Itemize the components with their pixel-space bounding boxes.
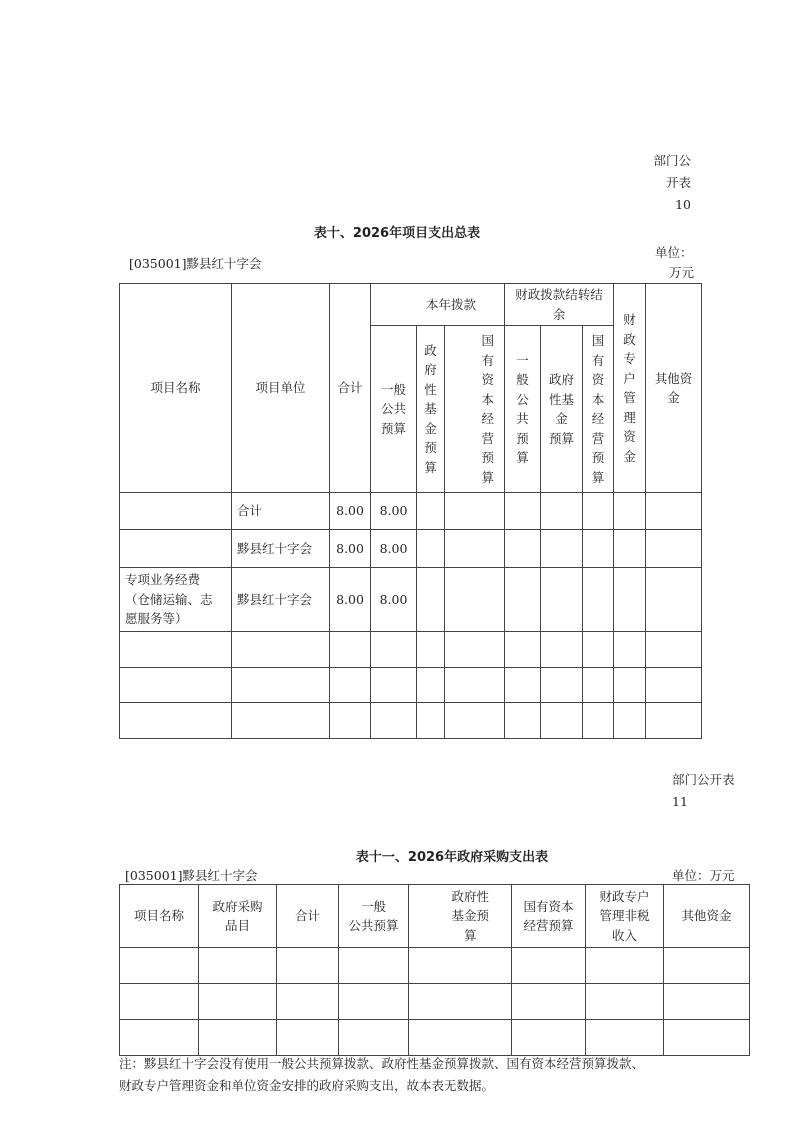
header-text-line: 公共预算 [348,918,399,933]
page-label-10 [620,150,691,216]
cell-unit: 黟县红十字会 [232,568,330,632]
table-row-empty [120,703,702,739]
header-text-line: 算 [481,469,495,485]
table-row-empty [120,632,702,668]
cell [505,530,541,568]
cell-name [120,493,232,530]
header-project-unit: 项目单位 [232,284,330,493]
cell [417,530,445,568]
header-special-account [586,885,664,948]
cell-cy-general: 8.00 [371,568,417,632]
header-text-line: 预 [481,450,495,465]
cell-cy-general: 8.00 [371,530,417,568]
table-row-empty [120,1020,750,1056]
header-text-line: 政府 [549,372,575,387]
header-text-line: 一 [516,352,529,368]
header-total: 合计 [330,284,371,493]
header-text-line: 金 [424,420,437,436]
table-row-empty [120,668,702,703]
header-text-line: 营 [481,430,495,446]
header-text-line: 般 [516,372,529,387]
table-row [120,568,702,632]
header-text: 余 [552,306,566,322]
header-text-line: 管理非税 [599,908,650,924]
header-cy-general [371,326,417,493]
header-text-line: 预 [516,430,529,446]
cell [646,568,702,632]
header-text-line: 经 [481,411,495,426]
cell-total: 8.00 [330,493,371,530]
header-text-line: 政府采购 [212,898,263,914]
header-text-line: 管 [623,390,636,405]
header-text-line: 其他资 [654,370,693,386]
cell [541,530,583,568]
header-gov-fund [409,885,512,948]
header-text-line: 有 [591,352,605,368]
header-text-line: 本 [591,391,605,407]
unit-label: 单位： [655,245,693,260]
header-text-line: 本 [481,391,495,407]
cell-unit: 黟县红十字会 [232,530,330,568]
header-text-line: 共 [516,411,529,426]
header-procurement-item [199,885,277,948]
header-text-line: 算 [591,469,605,485]
header-text-line: 资 [481,372,495,387]
header-other-funds: 其他资金 [664,885,750,948]
header-text-line: 收入 [611,927,637,943]
cell-name [120,568,232,632]
header-text-line: 资 [623,429,636,444]
header-text: 财政拨款结转结 [515,287,603,302]
header-text-line: 一般 [380,381,406,397]
header-text-line: 性基 [549,391,575,407]
header-current-year: 本年拨款 [371,284,505,326]
header-row [120,885,750,948]
header-text-line: 理 [623,409,636,425]
cell [505,568,541,632]
cell-total: 8.00 [330,530,371,568]
cell [614,568,646,632]
page-label-line: 部门公 [653,153,691,168]
cell-total: 8.00 [330,568,371,632]
cell [445,493,505,530]
cell [583,530,614,568]
header-general [339,885,409,948]
cell [445,530,505,568]
page-label-line: 部门公开表 [672,772,735,787]
page-label-line: 开表 [665,175,691,190]
table-row [120,493,702,530]
header-text-line: 财 [623,312,636,327]
note-line: 财政专户管理资金和单位资金安排的政府采购支出，故本表无数据。 [119,1078,495,1093]
cell [583,568,614,632]
table11-org: [035001]黟县红十字会 [125,868,258,883]
cell-text: 愿服务等） [125,611,188,627]
table11-title: 表十一、2026年政府采购支出表 [355,850,549,865]
cell-cy-general: 8.00 [371,493,417,530]
header-state-capital [512,885,586,948]
unit-value: 万元 [669,265,695,280]
header-text-line: 预 [591,450,605,465]
header-text-line: 基金预 [451,908,489,924]
header-text-line: 品目 [224,918,250,933]
cell-text: （仓储运输、志 [125,591,213,607]
cell [614,530,646,568]
header-text-line: 经 [591,411,605,426]
header-text-line: 府 [424,362,437,378]
cell [614,493,646,530]
cell [505,493,541,530]
cell-name [120,530,232,568]
table11-unit: 单位：万元 [672,868,735,883]
table10-org: [035001]黟县红十字会 [129,256,262,271]
cell [646,493,702,530]
header-cy-gov-fund [417,326,445,493]
table-row-empty [120,984,750,1020]
header-text-line: 性 [424,381,437,397]
header-text-line: 国有资本 [523,898,574,914]
table10-title: 表十、2026年项目支出总表 [313,226,481,241]
cell [445,568,505,632]
header-text-line: 算 [463,927,477,943]
cell-unit: 合计 [232,493,330,530]
header-co-gov-fund [541,326,583,493]
header-text-line: 政 [424,342,437,358]
header-text-line: 有 [481,352,495,368]
header-text-line: 专 [623,351,636,366]
table-row-empty [120,948,750,984]
header-row [120,284,702,326]
header-text-line: 营 [591,430,605,446]
cell [646,530,702,568]
header-text-line: 金 [667,390,680,405]
header-text-line: 国 [591,333,605,348]
header-text-line: 金 [555,411,568,426]
header-text-line: 国 [481,333,495,348]
table-row [120,530,702,568]
header-total: 合计 [277,885,339,948]
header-text-line: 金 [623,448,636,464]
header-text-line: 一般 [360,898,386,914]
header-text-line: 基 [424,401,437,417]
header-text-line: 预 [424,440,437,456]
cell [541,493,583,530]
cell-text: 专项业务经费 [125,572,201,588]
header-text-line: 算 [424,459,437,475]
cell [541,568,583,632]
header-text-line: 公 [516,391,529,407]
page-label-number: 11 [672,794,688,809]
header-project-name: 项目名称 [120,885,199,948]
cell [417,493,445,530]
header-other-funds [646,284,702,493]
header-project-name: 项目名称 [120,284,232,493]
header-text-line: 经营预算 [523,918,574,933]
header-text-line: 政府性 [451,888,489,904]
note-line: 注：黟县红十字会没有使用一般公共预算拨款、政府性基金预算拨款、国有资本经营预算拨款、 [119,1056,645,1071]
header-text-line: 预算 [549,430,575,446]
cell [583,493,614,530]
header-co-state-capital [583,326,614,493]
header-co-general [505,326,541,493]
header-text-line: 算 [516,450,529,465]
header-carryover [505,284,614,326]
project-expenditure-table [119,283,702,739]
table10-unit [655,243,694,283]
header-text-line: 公共 [380,401,406,417]
header-cy-state-capital [445,326,505,493]
header-text-line: 户 [623,370,636,386]
header-special-account [614,284,646,493]
table11-note [119,1053,644,1097]
header-text-line: 财政专户 [599,888,650,904]
page-label-number: 10 [675,197,691,212]
page-label-11 [672,769,735,813]
header-text-line: 预算 [380,420,406,436]
header-text-line: 资 [591,372,605,387]
header-text-line: 政 [623,331,636,347]
cell [417,568,445,632]
procurement-expenditure-table [119,884,750,1056]
